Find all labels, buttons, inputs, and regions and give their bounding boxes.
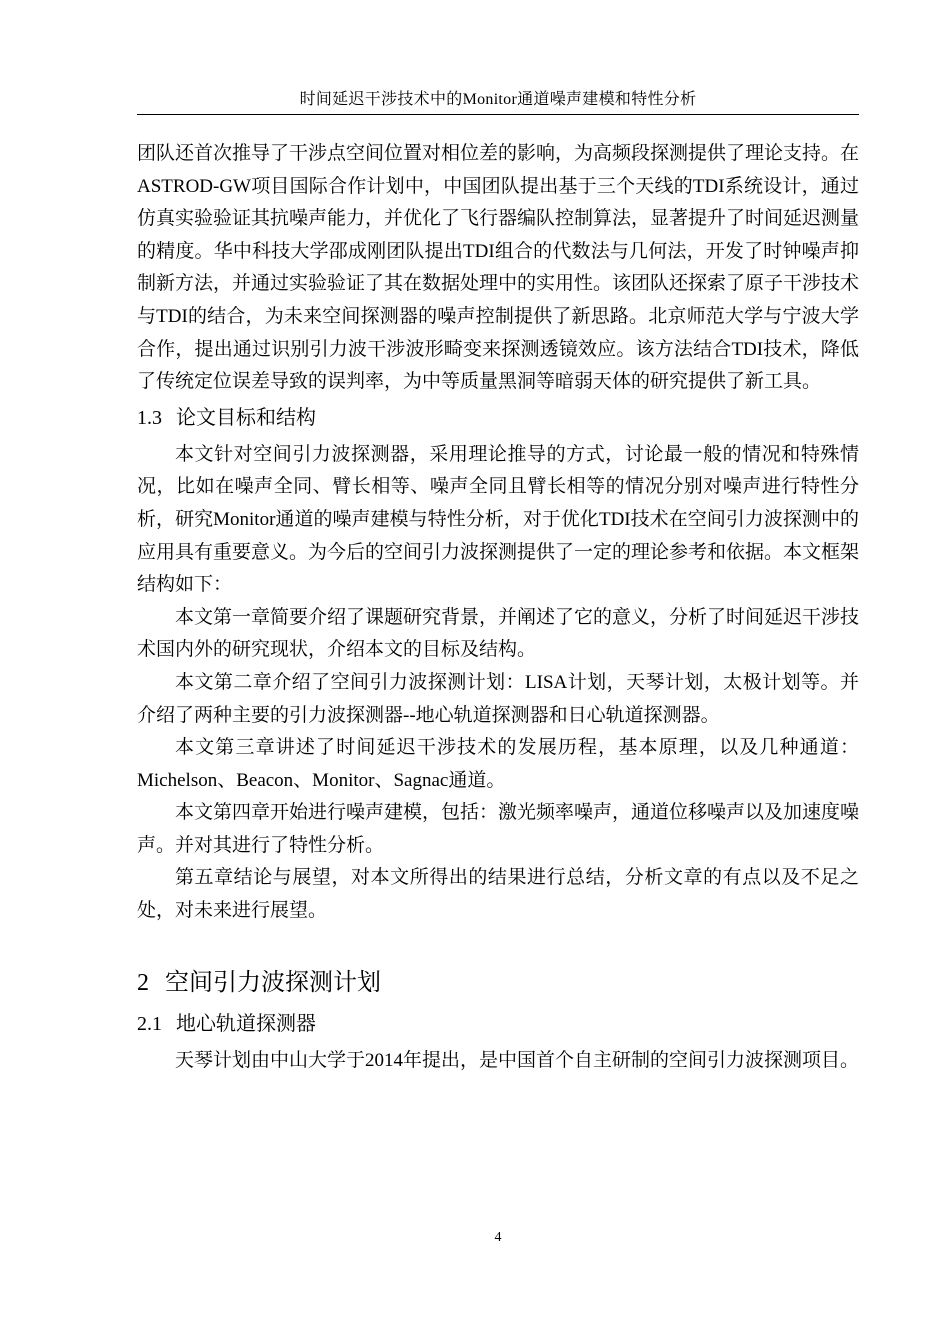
paragraph: 天琴计划由中山大学于2014年提出，是中国首个自主研制的空间引力波探测项目。 [175, 1049, 860, 1071]
section-heading-1-3 [137, 399, 859, 439]
section-title: 论文目标和结构 [176, 404, 316, 429]
paragraph: 本文第一章简要介绍了课题研究背景，并阐述了它的意义，分析了时间延迟干涉技术国内外的研究现状，介绍本文的目标及结构。 [137, 606, 860, 661]
paragraph: 本文针对空间引力波探测器，采用理论推导的方式，讨论最一般的情况和特殊情况，比如在噪声全同、臂长相等、噪声全同且臂长相等的情况分别对噪声进行特性分析，研究Monitor通道的噪声建模与特性分析，对于优化TDI技术在空间引力波探测中的应用具有重要意义。为今后的空间引力波探测提供了一定的理论参考和依据。本文框架结构如下： [137, 443, 860, 596]
header-rule [137, 114, 859, 115]
section-number: 1.3 [137, 406, 162, 429]
page-body [137, 138, 859, 1077]
section-title: 地心轨道探测器 [176, 1010, 316, 1035]
paragraph: 本文第三章讲述了时间延迟干涉技术的发展历程，基本原理，以及几种通道：Michelson、Beacon、Monitor、Sagnac通道。 [137, 737, 859, 791]
chapter-heading-2 [137, 928, 859, 1005]
chapter-title: 空间引力波探测计划 [165, 967, 381, 996]
page-number: 4 [494, 1230, 502, 1245]
running-header: 时间延迟干涉技术中的Monitor通道噪声建模和特性分析 [299, 91, 697, 108]
paragraph: 本文第四章开始进行噪声建模，包括：激光频率噪声，通道位移噪声以及加速度噪声。并对其进行了特性分析。 [137, 802, 860, 856]
paragraph: 第五章结论与展望，对本文所得出的结果进行总结，分析文章的有点以及不足之处，对未来进行展望。 [137, 867, 859, 922]
section-heading-2-1 [137, 1005, 859, 1045]
section-number: 2.1 [137, 1012, 162, 1035]
chapter-number: 2 [137, 969, 149, 996]
paragraph-continuation: 团队还首次推导了干涉点空间位置对相位差的影响，为高频段探测提供了理论支持。在ASTROD-GW项目国际合作计划中，中国团队提出基于三个天线的TDI系统设计，通过仿真实验验证其抗噪声能力，并优化了飞行器编队控制算法，显著提升了时间延迟测量的精度。华中科技大学邵成刚团队提出TDI组合的代数法与几何法，开发了时钟噪声抑制新方法，并通过实验验证了其在数据处理中的实用性。该团队还探索了原子干涉技术与TDI的结合，为未来空间探测器的噪声控制提供了新思路。北京师范大学与宁波大学合作，提出通过识别引力波干涉波形畸变来探测透镜效应。该方法结合TDI技术，降低了传统定位误差导致的误判率，为中等质量黑洞等暗弱天体的研究提供了新工具。 [137, 143, 860, 393]
paragraph: 本文第二章介绍了空间引力波探测计划：LISA计划，天琴计划，太极计划等。并介绍了两种主要的引力波探测器--地心轨道探测器和日心轨道探测器。 [137, 671, 859, 726]
